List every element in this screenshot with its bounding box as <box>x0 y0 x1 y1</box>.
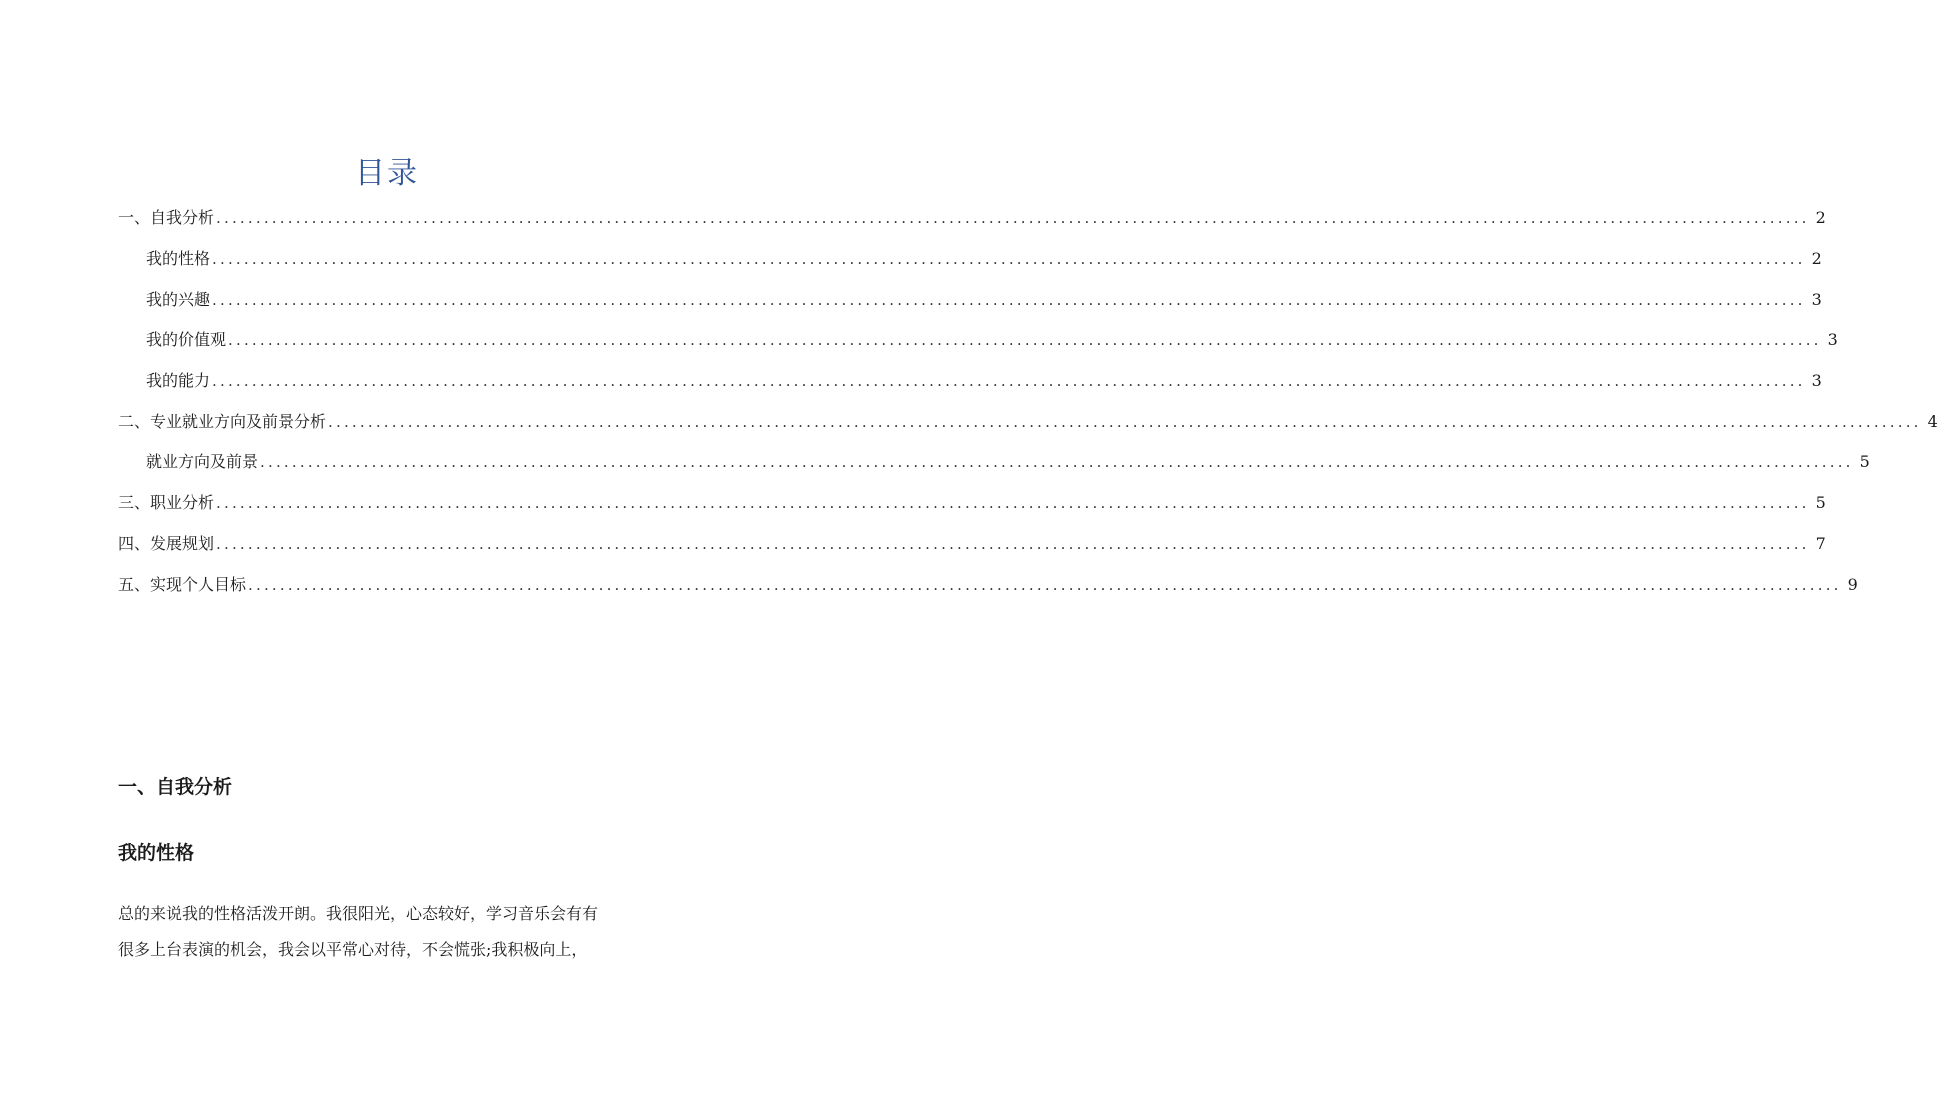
toc-entry[interactable] <box>118 442 1870 483</box>
toc-entry[interactable] <box>118 198 1826 239</box>
toc-dot-leader: ........................................................................................................................................................................................................ <box>228 331 1822 350</box>
table-of-contents <box>118 198 1938 605</box>
paragraph-line: 很多上台表演的机会，我会以平常心对待，不会慌张;我积极向上， <box>118 940 588 959</box>
toc-entry-text: 三、职业分析 <box>118 493 215 513</box>
toc-page-number: 3 <box>1811 371 1822 391</box>
toc-entry[interactable] <box>118 361 1822 402</box>
toc-entry-text: 一、自我分析 <box>118 208 215 228</box>
toc-dot-leader: ........................................................................................................................................................................................................ <box>216 534 1810 553</box>
body-paragraph <box>118 896 663 968</box>
toc-page-number: 5 <box>1859 452 1870 472</box>
paragraph-line: 总的来说我的性格活泼开朗。我很阳光，心态较好，学习音乐会有有 <box>118 904 599 923</box>
toc-entry[interactable] <box>118 239 1822 280</box>
toc-entry-text: 四、发展规划 <box>118 533 215 553</box>
section-heading: 一、自我分析 <box>118 776 233 798</box>
toc-dot-leader: ........................................................................................................................................................................................................ <box>260 453 1854 472</box>
toc-entry[interactable] <box>118 401 1938 442</box>
toc-title: 目录 <box>355 156 419 191</box>
toc-page-number: 2 <box>1811 249 1822 269</box>
toc-entry-text: 我的价值观 <box>146 330 227 350</box>
toc-entry[interactable] <box>118 483 1826 524</box>
toc-entry-text: 五、实现个人目标 <box>118 574 247 594</box>
toc-dot-leader: ........................................................................................................................................................................................................ <box>216 494 1810 513</box>
toc-page-number: 9 <box>1847 574 1858 594</box>
toc-entry[interactable] <box>118 279 1822 320</box>
toc-page-number: 5 <box>1815 493 1826 513</box>
toc-dot-leader: ........................................................................................................................................................................................................ <box>212 372 1806 391</box>
toc-entry[interactable] <box>118 320 1838 361</box>
toc-dot-leader: ........................................................................................................................................................................................................ <box>212 290 1806 309</box>
toc-dot-leader: ........................................................................................................................................................................................................ <box>248 575 1842 594</box>
toc-entry-text: 我的能力 <box>146 371 211 391</box>
toc-entry[interactable] <box>118 564 1858 605</box>
toc-entry-text: 就业方向及前景 <box>146 452 259 472</box>
toc-entry-text: 我的兴趣 <box>146 289 211 309</box>
toc-page-number: 3 <box>1811 289 1822 309</box>
toc-page-number: 4 <box>1927 411 1938 431</box>
toc-entry[interactable] <box>118 524 1826 565</box>
subsection-heading: 我的性格 <box>118 842 195 864</box>
toc-page-number: 7 <box>1815 533 1826 553</box>
toc-entry-text: 二、专业就业方向及前景分析 <box>118 411 327 431</box>
toc-entry-text: 我的性格 <box>146 249 211 269</box>
toc-page-number: 3 <box>1827 330 1838 350</box>
toc-dot-leader: ........................................................................................................................................................................................................ <box>216 209 1810 228</box>
toc-dot-leader: ........................................................................................................................................................................................................ <box>212 250 1806 269</box>
toc-dot-leader: ........................................................................................................................................................................................................ <box>328 412 1922 431</box>
toc-page-number: 2 <box>1815 208 1826 228</box>
